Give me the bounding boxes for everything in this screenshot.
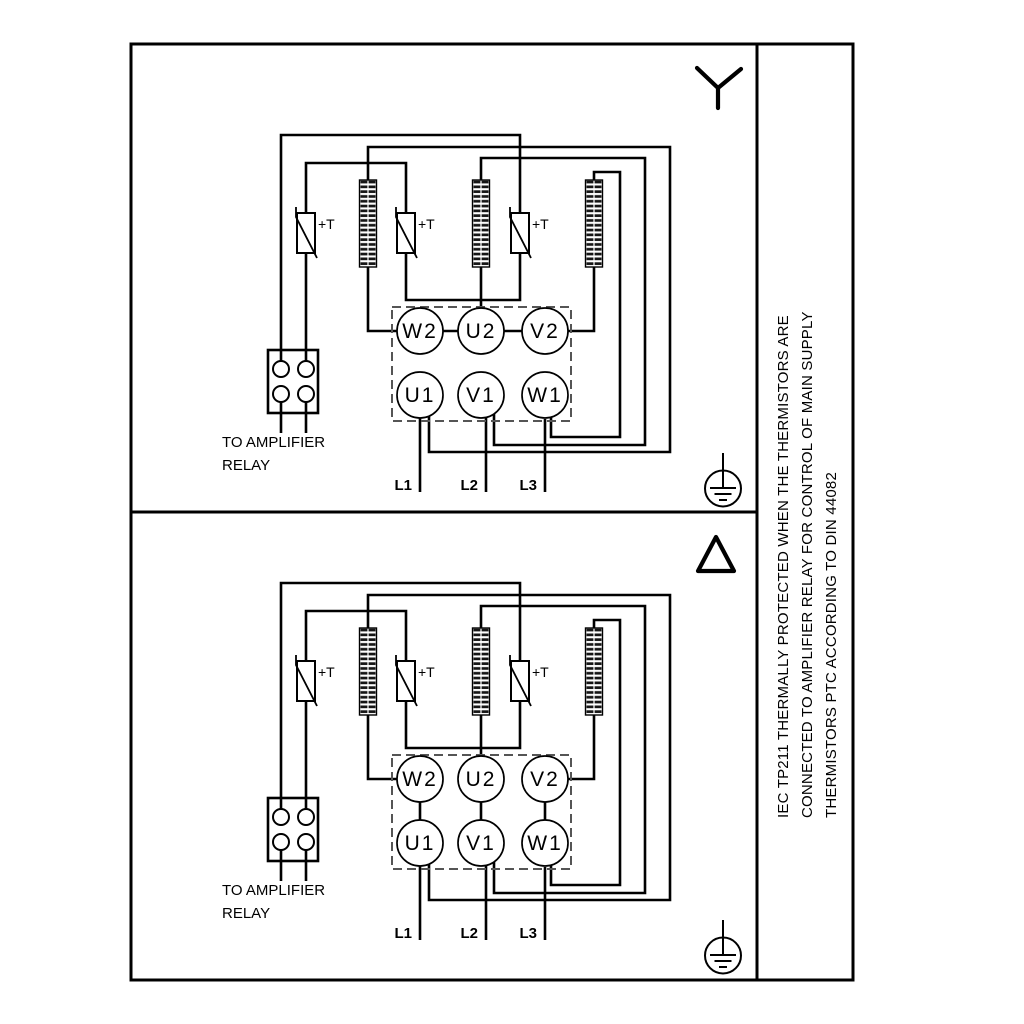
terminal-label-w2: W2 (402, 320, 438, 343)
relay-caption-line1: TO AMPLIFIER (222, 882, 326, 899)
thermistor-label: +T (418, 664, 435, 680)
terminal-label-w2: W2 (402, 768, 438, 791)
relay-caption-line1: TO AMPLIFIER (222, 434, 326, 451)
thermistor-label: +T (532, 216, 549, 232)
supply-line-label-l3: L3 (519, 925, 537, 942)
supply-line-label-l1: L1 (394, 925, 412, 942)
supply-line-label-l1: L1 (394, 477, 412, 494)
thermistor-label: +T (318, 216, 335, 232)
terminal-label-u2: U2 (465, 768, 497, 791)
terminal-label-w1: W1 (527, 832, 563, 855)
thermistor-label: +T (318, 664, 335, 680)
terminal-label-v2: V2 (530, 320, 560, 343)
terminal-label-v1: V1 (466, 832, 496, 855)
terminal-label-w1: W1 (527, 384, 563, 407)
terminal-label-v1: V1 (466, 384, 496, 407)
terminal-label-v2: V2 (530, 768, 560, 791)
thermistor-label: +T (418, 216, 435, 232)
sidebar-note-line-2: CONNECTED TO AMPLIFIER RELAY FOR CONTROL OF MAIN SUPPLY (799, 311, 816, 818)
supply-line-label-l3: L3 (519, 477, 537, 494)
supply-line-label-l2: L2 (460, 477, 478, 494)
relay-caption-line2: RELAY (222, 905, 271, 922)
relay-caption-line2: RELAY (222, 457, 271, 474)
sidebar-note-line-1: IEC TP211 THERMALLY PROTECTED WHEN THE THERMISTORS ARE (775, 315, 792, 818)
terminal-label-u1: U1 (404, 384, 436, 407)
sidebar-note-line-3: THERMISTORS PTC ACCORDING TO DIN 44082 (823, 471, 840, 818)
thermistor-label: +T (532, 664, 549, 680)
terminal-label-u1: U1 (404, 832, 436, 855)
supply-line-label-l2: L2 (460, 925, 478, 942)
terminal-label-u2: U2 (465, 320, 497, 343)
